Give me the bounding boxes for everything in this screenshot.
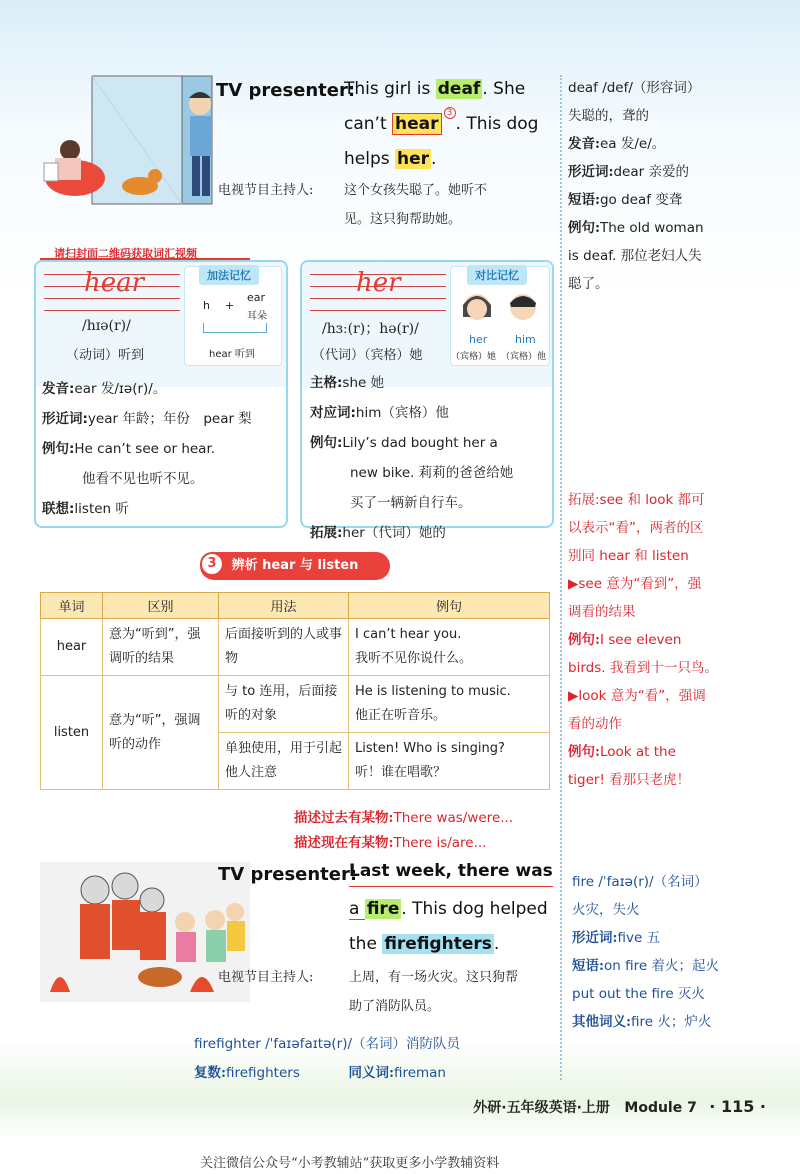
example-en: He is listening to music. xyxy=(355,684,511,699)
cell-example xyxy=(349,676,550,733)
label: 例句: xyxy=(310,435,343,451)
label: 同义词: xyxy=(348,1065,394,1081)
see-l3: 别同 hear 和 listen xyxy=(568,548,689,564)
see-l6 xyxy=(568,626,794,654)
cell-word: listen xyxy=(41,676,103,790)
card-phonetic: /hɜː(r)；hə(r)/ xyxy=(322,321,419,337)
memo-h: h xyxy=(203,299,210,312)
footer-page: · 115 · xyxy=(709,1097,766,1116)
fire-similar xyxy=(572,924,796,952)
example-en: Listen! Who is singing? xyxy=(355,741,505,756)
label: 主格: xyxy=(310,375,343,391)
dialogue2-cn-line1: 上周，有一场火灾。这只狗帮 xyxy=(349,970,519,985)
footer-module: Module 7 xyxy=(624,1100,697,1116)
fire-other xyxy=(572,1008,796,1036)
cell-usage: 后面接听到的人或事物 xyxy=(219,619,349,676)
cell-diff: 意为“听”，强调听的动作 xyxy=(103,676,219,790)
dialogue1-line3 xyxy=(344,142,436,177)
label: 短语: xyxy=(572,958,604,974)
word-card-her xyxy=(300,260,554,541)
memo-ear-cn: 耳朵 xyxy=(247,311,267,322)
card-body xyxy=(42,374,282,524)
sidebar-deaf xyxy=(568,74,793,298)
fire-head: fire /ˈfaɪə(r)/（名词） xyxy=(572,874,708,890)
note-ref-3: 3 xyxy=(444,107,456,119)
sidebar-fire xyxy=(572,868,796,1036)
value: I see eleven xyxy=(599,632,682,648)
qr-banner-text: 请扫封面二维码获取词汇视频 xyxy=(54,247,197,260)
see-l7: birds. 我看到十一只鸟。 xyxy=(568,660,718,676)
example-en: I can’t hear you. xyxy=(355,627,462,642)
memo-box xyxy=(184,266,282,366)
hear-example-cn: 他看不见也听不见。 xyxy=(82,471,204,487)
value: year 年龄；年份 pear 梨 xyxy=(87,411,252,427)
value: There was/were... xyxy=(393,810,514,826)
text: . xyxy=(493,934,500,954)
table-row xyxy=(41,676,550,733)
see-l8: ▶look 意为“看”，强调 xyxy=(568,688,706,704)
fire-phrase2: put out the fire 灭火 xyxy=(572,986,705,1002)
see-l5: 调看的结果 xyxy=(568,604,636,620)
cell-word: hear xyxy=(41,619,103,676)
col-header: 例句 xyxy=(349,593,550,619)
dialogue2-line1 xyxy=(349,856,553,887)
him-cn: （宾格）他 xyxy=(501,352,547,362)
memo-title: 加法记忆 xyxy=(199,265,259,285)
dialogue1-cn-line1: 这个女孩失聪了。她听不 xyxy=(344,183,488,198)
value: on fire 着火；起火 xyxy=(603,958,719,974)
dialogue1-line2 xyxy=(344,107,538,142)
text: . xyxy=(431,149,437,169)
label: 发音: xyxy=(42,381,75,397)
value: listen 听 xyxy=(74,501,129,517)
hear-assoc xyxy=(42,494,282,524)
see-l9: 看的动作 xyxy=(568,716,622,732)
label: 形近词: xyxy=(42,411,88,427)
him-label: him xyxy=(515,333,536,346)
deaf-example-3: 聪了。 xyxy=(568,276,609,292)
value: fire 火；炉火 xyxy=(630,1014,712,1030)
ff-head: firefighter /ˈfaɪəfaɪtə(r)/（名词）消防队员 xyxy=(194,1036,461,1052)
dialogue1-speaker: TV presenter: xyxy=(216,80,356,101)
see-l4: ▶see 意为“看到”，强 xyxy=(568,576,702,592)
label: 例句: xyxy=(568,220,600,236)
value: firefighters xyxy=(225,1065,300,1081)
label: 形近词: xyxy=(572,930,618,946)
dialogue1-cn-speaker: 电视节目主持人: xyxy=(218,183,314,198)
deaf-meaning: 失聪的，聋的 xyxy=(568,108,649,124)
col-header: 用法 xyxy=(219,593,349,619)
memo-plus: + xyxy=(225,299,235,312)
text: a xyxy=(349,899,365,919)
memo-bracket xyxy=(203,323,267,333)
card-pos: （代词）（宾格）她 xyxy=(312,348,423,363)
label: 短语: xyxy=(568,192,600,208)
value: He can’t see or hear. xyxy=(74,441,216,457)
label: 联想: xyxy=(42,501,75,517)
fire-meaning: 火灾，失火 xyxy=(572,902,640,918)
label: 例句: xyxy=(568,744,600,760)
value: new bike. xyxy=(350,465,419,481)
table-row xyxy=(41,619,550,676)
girl-boy-icons xyxy=(455,287,547,327)
dialogue1-cn-line2: 见。这只狗帮助她。 xyxy=(344,212,462,227)
cell-usage: 与 to 连用，后面接听的对象 xyxy=(219,676,349,733)
text: the xyxy=(349,934,383,954)
value: she 她 xyxy=(342,375,385,391)
label: 例句: xyxy=(42,441,75,457)
dialogue1-line1 xyxy=(344,72,525,107)
card-body xyxy=(310,368,550,548)
compare-banner: 辨析 hear 与 listen xyxy=(200,552,390,580)
dialogue2-speaker: TV presenter: xyxy=(218,864,358,885)
deaf-head: deaf /def/（形容词） xyxy=(568,80,701,96)
hear-example xyxy=(42,434,282,464)
hear-similar xyxy=(42,404,282,434)
card-word: hear xyxy=(84,268,145,298)
value: Look at the xyxy=(599,744,676,760)
example-cn: 听！谁在唱歌？ xyxy=(355,765,447,780)
dialogue2-cn-speaker: 电视节目主持人: xyxy=(218,970,314,985)
value: five 五 xyxy=(617,930,661,946)
value: dear 亲爱的 xyxy=(613,164,689,180)
value: her（代词）她的 xyxy=(342,525,446,541)
value: There is/are... xyxy=(393,835,487,851)
value: is deaf. xyxy=(568,248,621,264)
deaf-example xyxy=(568,214,793,242)
fire-phrase xyxy=(572,952,796,980)
keyword-her: her xyxy=(397,149,430,169)
text: helps xyxy=(344,149,396,169)
value: Lily’s dad bought her a xyxy=(342,435,498,451)
sidebar-divider xyxy=(560,75,562,1080)
card-word: her xyxy=(356,268,401,298)
text: . This dog helped xyxy=(401,899,548,919)
her-ext xyxy=(310,518,550,548)
watermark: 关注微信公众号“小考教辅站”获取更多小学教辅资料 xyxy=(200,1156,500,1171)
col-header: 单词 xyxy=(41,593,103,619)
value: him（宾格）他 xyxy=(355,405,449,421)
label: 形近词: xyxy=(568,164,614,180)
example-cn: 他正在听音乐。 xyxy=(355,708,447,723)
memo-title: 对比记忆 xyxy=(467,265,527,285)
cell-diff: 意为“听到”，强调听的结果 xyxy=(103,619,219,676)
word-card-hear xyxy=(34,260,288,528)
value: The old woman xyxy=(599,220,704,236)
memo-ear: ear xyxy=(247,291,266,304)
hear-pron xyxy=(42,374,282,404)
see-l2: 以表示“看”，两者的区 xyxy=(568,520,704,536)
card-phonetic: /hɪə(r)/ xyxy=(82,318,131,334)
label: 发音: xyxy=(568,136,600,152)
there-notes xyxy=(294,806,513,856)
ff-forms xyxy=(194,1059,460,1088)
memo-result: hear 听到 xyxy=(209,349,255,360)
col-header: 区别 xyxy=(103,593,219,619)
see-l11: tiger! 看那只老虎！ xyxy=(568,772,691,788)
see-l1: 拓展:see 和 look 都可 xyxy=(568,492,705,508)
her-subj xyxy=(310,368,550,398)
text: This girl is xyxy=(344,79,436,99)
cell-example xyxy=(349,619,550,676)
text: Last week, there was xyxy=(349,861,553,881)
deaf-example-2 xyxy=(568,242,793,270)
keyword-hear: hear xyxy=(392,113,442,135)
label: 其他词义: xyxy=(572,1014,631,1030)
compare-table xyxy=(40,592,550,790)
table-header xyxy=(41,593,550,619)
cell-usage: 单独使用，用于引起他人注意 xyxy=(219,733,349,790)
card-pos: （动词）听到 xyxy=(66,348,145,363)
value: fireman xyxy=(393,1065,446,1081)
there-now xyxy=(294,831,513,856)
dialogue2-cn-line2: 助了消防队员。 xyxy=(349,999,441,1014)
her-example xyxy=(310,428,550,458)
value: ear 发/ɪə(r)/。 xyxy=(74,381,167,397)
there-past xyxy=(294,806,513,831)
dialogue2-line2 xyxy=(349,892,548,927)
keyword-fire: fire xyxy=(366,899,400,919)
label: 拓展: xyxy=(310,525,343,541)
firefighter-note xyxy=(194,1030,460,1088)
her-label: her xyxy=(469,333,488,346)
value: 莉莉的爸爸给她 xyxy=(418,465,514,481)
dialogue2-line3 xyxy=(349,927,499,962)
page-footer xyxy=(473,1097,766,1117)
line xyxy=(44,310,180,311)
cell-example xyxy=(349,733,550,790)
her-example-3: 买了一辆新自行车。 xyxy=(350,495,472,511)
text: . She xyxy=(482,79,526,99)
keyword-deaf: deaf xyxy=(437,79,481,99)
compare-number: 3 xyxy=(200,552,224,576)
value: go deaf 变聋 xyxy=(599,192,683,208)
text: . This dog xyxy=(455,114,539,134)
keyword-firefighters: firefighters xyxy=(384,934,492,954)
text: can’t xyxy=(344,114,393,134)
deaf-pron xyxy=(568,130,793,158)
memo-box xyxy=(450,266,550,366)
deaf-similar xyxy=(568,158,793,186)
line xyxy=(310,310,446,311)
illustration-deaf-girl xyxy=(40,68,220,208)
value: ea 发/e/。 xyxy=(599,136,666,152)
line xyxy=(44,298,180,299)
label: 复数: xyxy=(194,1065,226,1081)
qr-banner xyxy=(40,242,250,260)
her-opp xyxy=(310,398,550,428)
label: 描述过去有某物: xyxy=(294,810,394,826)
value: 那位老妇人失 xyxy=(620,248,702,264)
her-example-2 xyxy=(310,458,550,488)
example-cn: 我听不见你说什么。 xyxy=(355,651,473,666)
label: 对应词: xyxy=(310,405,356,421)
label: 例句: xyxy=(568,632,600,648)
her-cn: （宾格）她 xyxy=(451,352,497,362)
footer-book: 外研·五年级英语·上册 xyxy=(473,1100,610,1116)
sidebar-see-look xyxy=(568,486,794,794)
deaf-phrase xyxy=(568,186,793,214)
label: 描述现在有某物: xyxy=(294,835,394,851)
see-l10 xyxy=(568,738,794,766)
line xyxy=(310,298,446,299)
